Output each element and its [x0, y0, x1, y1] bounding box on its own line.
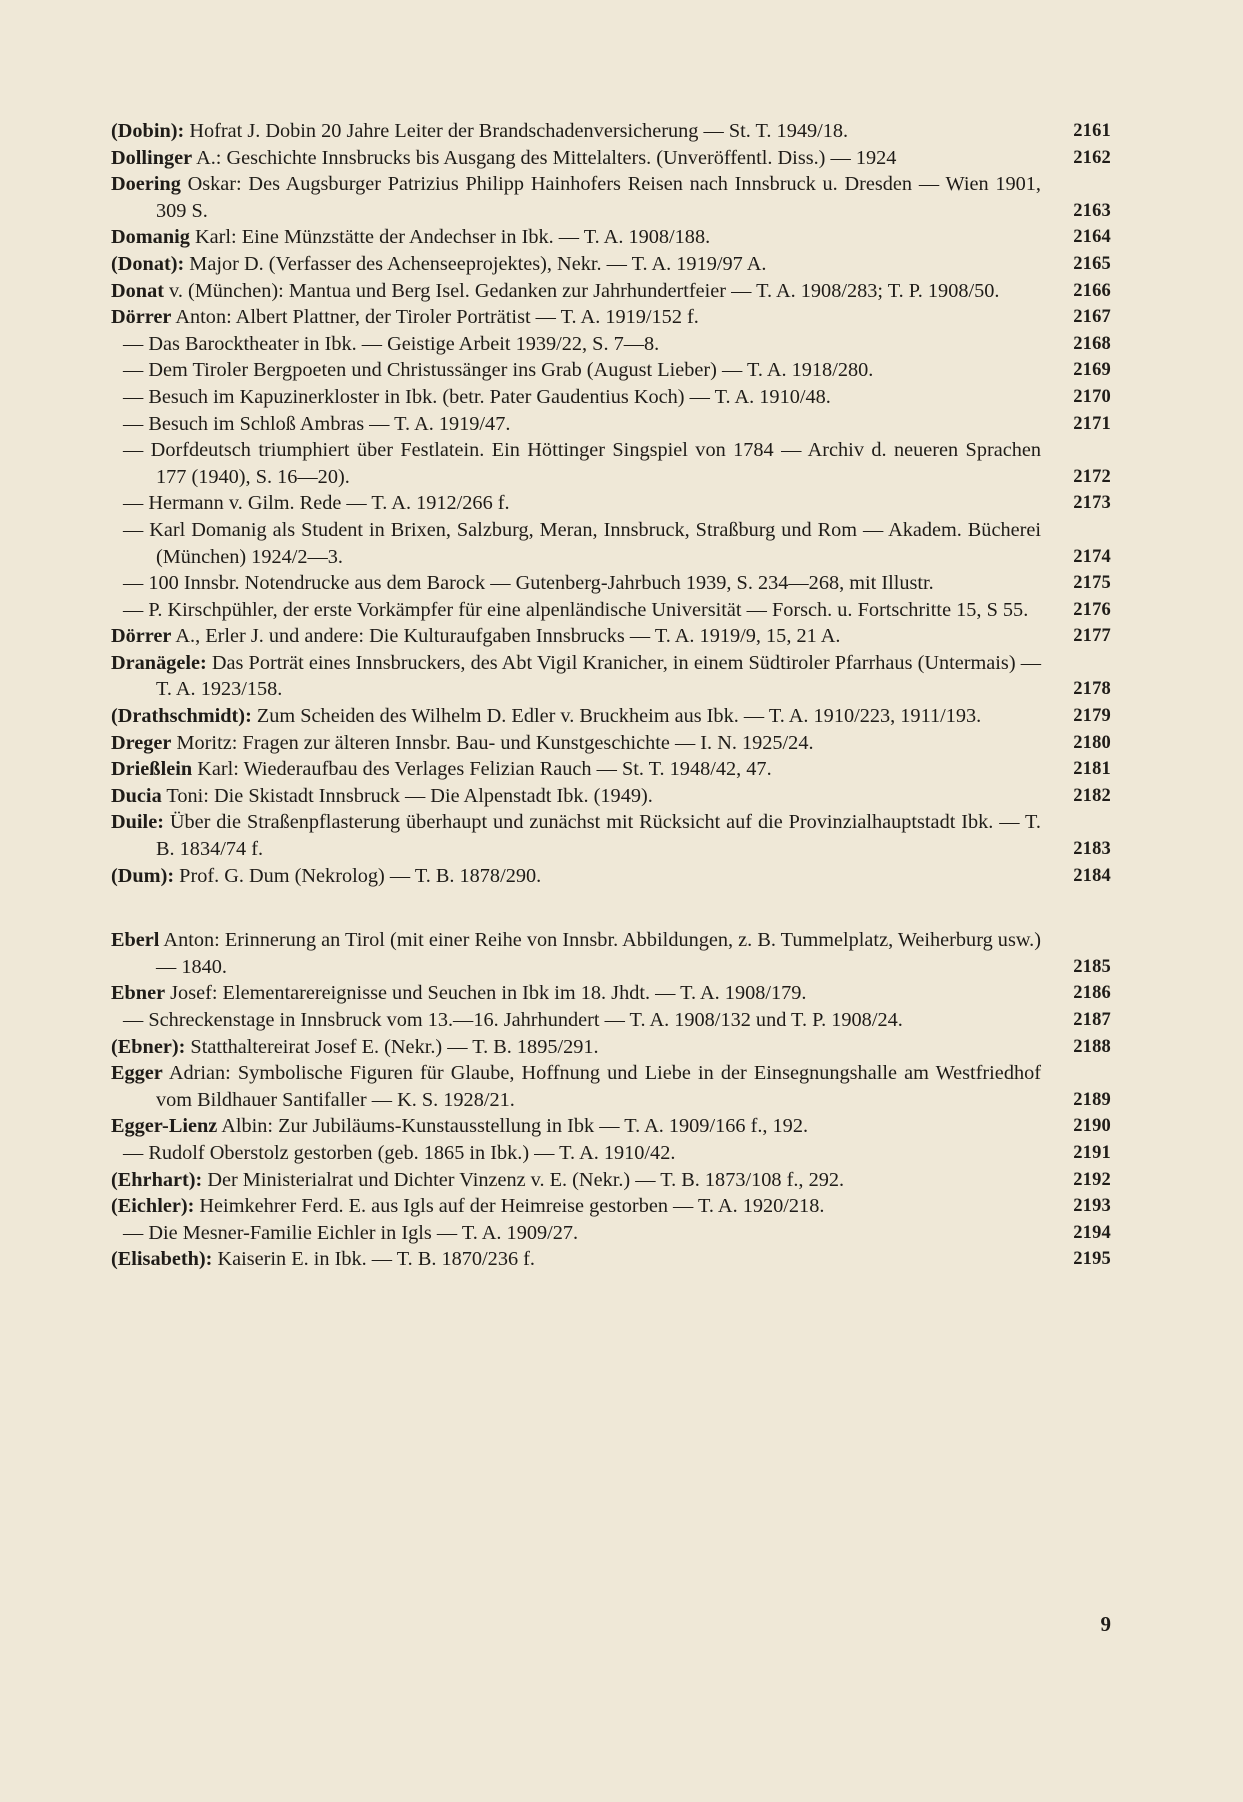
- entry-number: 2191: [1073, 1142, 1111, 1163]
- entry-heading: (Ebner):: [111, 1035, 186, 1058]
- entry-text: [111, 597, 1041, 624]
- entry-number: 2174: [1073, 546, 1111, 567]
- entry-text: [111, 927, 1041, 980]
- entry-text: [111, 145, 1041, 172]
- bibliography-entry: [111, 357, 1111, 384]
- bibliography-entry: [111, 1060, 1111, 1113]
- entry-text: [111, 384, 1041, 411]
- entry-group: [111, 118, 1111, 889]
- bibliography-entry: [111, 597, 1111, 624]
- entry-number: 2184: [1073, 865, 1111, 886]
- entry-number: 2164: [1073, 227, 1111, 248]
- entry-text: [111, 1007, 1041, 1034]
- entry-number: 2185: [1073, 956, 1111, 977]
- entry-body: A., Erler J. und andere: Die Kulturaufgaben Innsbrucks — T. A. 1919/9, 15, 21 A.: [171, 625, 841, 648]
- entry-heading: Donat: [111, 279, 164, 302]
- bibliography-entry: [111, 809, 1111, 862]
- bibliography-entry: [111, 490, 1111, 517]
- entry-body: Das Porträt eines Innsbruckers, des Abt Vigil Kranicher, in einem Südtiroler Pfarrhaus (Untermais) — T. A. 1923/158.: [156, 651, 1041, 701]
- entry-body: Albin: Zur Jubiläums-Kunstausstellung in Ibk — T. A. 1909/166 f., 192.: [217, 1115, 809, 1138]
- entry-number: 2186: [1073, 983, 1111, 1004]
- entry-number: 2172: [1073, 466, 1111, 487]
- bibliography-entry: [111, 1113, 1111, 1140]
- entry-number: 2193: [1073, 1196, 1111, 1217]
- entry-heading: (Ehrhart):: [111, 1168, 203, 1191]
- bibliography-entry: [111, 650, 1111, 703]
- entry-heading: Dörrer: [111, 625, 172, 648]
- entry-number: 2189: [1073, 1089, 1111, 1110]
- bibliography-entry: [111, 278, 1111, 305]
- entry-text: [111, 251, 1041, 278]
- entry-text: [111, 331, 1041, 358]
- entry-number: 2176: [1073, 599, 1111, 620]
- entry-heading: (Drathschmidt):: [111, 705, 252, 728]
- page-number: 9: [1100, 1612, 1111, 1636]
- entry-body: — 100 Innsbr. Notendrucke aus dem Barock — Gutenberg-Jahrbuch 1939, S. 234—268, mit Illustr.: [123, 572, 934, 595]
- entry-number: 2187: [1073, 1010, 1111, 1030]
- entry-heading: Dollinger: [111, 146, 193, 169]
- entry-body: — Dorfdeutsch triumphiert über Festlatein. Ein Höttinger Singspiel von 1784 — Archiv d. neueren Sprachen 177 (1940), S. 16—20).: [123, 439, 1041, 488]
- entry-number: 2195: [1073, 1249, 1111, 1270]
- bibliography-list: [111, 118, 1111, 1311]
- entry-number: 2192: [1073, 1169, 1111, 1190]
- bibliography-entry: [111, 703, 1111, 730]
- entry-text: [111, 1034, 1041, 1061]
- bibliography-entry: [111, 304, 1111, 331]
- bibliography-entry: [111, 863, 1111, 890]
- entry-text: [111, 623, 1041, 650]
- entry-text: [111, 1060, 1041, 1113]
- entry-number: 2173: [1073, 493, 1111, 514]
- entry-body: Über die Straßenpflasterung überhaupt und zunächst mit Rücksicht auf die Provinzialhauptstadt Ibk. — T. B. 1834/74 f.: [156, 811, 1041, 861]
- entry-text: [111, 783, 1041, 810]
- bibliography-entry: [111, 730, 1111, 757]
- entry-number: 2194: [1073, 1222, 1111, 1243]
- bibliography-entry: [111, 384, 1111, 411]
- entry-number: 2175: [1073, 573, 1111, 594]
- bibliography-entry: [111, 1220, 1111, 1247]
- entry-heading: Dranägele:: [111, 651, 207, 674]
- entry-number: 2181: [1073, 759, 1111, 780]
- entry-body: Karl: Eine Münzstätte der Andechser in Ibk. — T. A. 1908/188.: [189, 226, 711, 249]
- entry-number: 2169: [1073, 360, 1111, 381]
- entry-number: 2161: [1073, 121, 1111, 141]
- entry-number: 2190: [1073, 1116, 1111, 1137]
- entry-text: [111, 650, 1041, 703]
- entry-text: [111, 809, 1041, 862]
- entry-text: [111, 703, 1041, 730]
- entry-body: Oskar: Des Augsburger Patrizius Philipp Hainhofers Reisen nach Innsbruck u. Dresden — Wien 1901, 309 S.: [156, 173, 1041, 222]
- entry-heading: (Elisabeth):: [111, 1248, 213, 1271]
- entry-text: [111, 1113, 1041, 1140]
- entry-body: — P. Kirschpühler, der erste Vorkämpfer für eine alpenländische Universität — Forsch. u. Fortschritte 15, S 55.: [123, 598, 1029, 621]
- entry-text: [111, 730, 1041, 757]
- entry-body: Toni: Die Skistadt Innsbruck — Die Alpenstadt Ibk. (1949).: [161, 784, 653, 807]
- bibliography-entry: [111, 1140, 1111, 1167]
- entry-body: v. (München): Mantua und Berg Isel. Gedanken zur Jahrhundertfeier — T. A. 1908/283; T. P. 1908/50.: [163, 279, 1000, 302]
- entry-heading: Doering: [111, 173, 181, 196]
- entry-heading: Drießlein: [111, 758, 193, 781]
- entry-text: [111, 1140, 1041, 1167]
- entry-body: — Besuch im Kapuzinerkloster in Ibk. (betr. Pater Gaudentius Koch) — T. A. 1910/48.: [123, 385, 831, 408]
- entry-heading: Duile:: [111, 811, 164, 834]
- entry-body: Karl: Wiederaufbau des Verlages Felizian Rauch — St. T. 1948/42, 47.: [192, 758, 772, 781]
- entry-heading: Ebner: [111, 982, 166, 1005]
- entry-body: Zum Scheiden des Wilhelm D. Edler v. Bruckheim aus Ibk. — T. A. 1910/223, 1911/193.: [251, 705, 982, 728]
- entry-text: [111, 1167, 1041, 1194]
- entry-text: [111, 980, 1041, 1007]
- entry-body: — Das Barocktheater in Ibk. — Geistige Arbeit 1939/22, S. 7—8.: [123, 332, 660, 355]
- entry-text: [111, 756, 1041, 783]
- entry-text: [111, 490, 1041, 517]
- entry-heading: Ducia: [111, 784, 162, 807]
- entry-number: 2177: [1073, 626, 1111, 647]
- bibliography-entry: [111, 623, 1111, 650]
- entry-heading: Eberl: [111, 929, 160, 952]
- entry-number: 2170: [1073, 386, 1111, 407]
- bibliography-entry: [111, 1246, 1111, 1273]
- entry-body: — Hermann v. Gilm. Rede — T. A. 1912/266 f.: [123, 492, 510, 515]
- entry-body: Anton: Erinnerung an Tirol (mit einer Reihe von Innsbr. Abbildungen, z. B. Tummelplatz, Weiherburg usw.) — 1840.: [156, 929, 1041, 978]
- entry-text: [111, 118, 1041, 145]
- entry-heading: Dörrer: [111, 306, 172, 329]
- entry-body: — Dem Tiroler Bergpoeten und Christussänger ins Grab (August Lieber) — T. A. 1918/280.: [123, 359, 874, 382]
- entry-heading: Dreger: [111, 731, 172, 754]
- bibliography-entry: [111, 251, 1111, 278]
- bibliography-entry: [111, 118, 1111, 145]
- entry-body: — Karl Domanig als Student in Brixen, Salzburg, Meran, Innsbruck, Straßburg und Rom — Akadem. Bücherei (München) 1924/2—3.: [123, 518, 1041, 568]
- entry-text: [111, 437, 1041, 490]
- bibliography-entry: [111, 570, 1111, 597]
- entry-body: Anton: Albert Plattner, der Tiroler Porträtist — T. A. 1919/152 f.: [171, 306, 699, 329]
- entry-text: [111, 1193, 1041, 1220]
- entry-body: Statthaltereirat Josef E. (Nekr.) — T. B. 1895/291.: [185, 1035, 599, 1058]
- entry-body: — Die Mesner-Familie Eichler in Igls — T. A. 1909/27.: [123, 1221, 579, 1244]
- bibliography-entry: [111, 980, 1111, 1007]
- entry-number: 2179: [1073, 706, 1111, 727]
- entry-body: Major D. (Verfasser des Achenseeprojektes), Nekr. — T. A. 1919/97 A.: [184, 252, 767, 275]
- entry-text: [111, 171, 1041, 224]
- entry-heading: (Donat):: [111, 252, 185, 275]
- entry-number: 2180: [1073, 732, 1111, 753]
- bibliography-entry: [111, 517, 1111, 570]
- entry-number: 2163: [1073, 200, 1111, 221]
- entry-number: 2178: [1073, 679, 1111, 700]
- entry-number: 2167: [1073, 307, 1111, 328]
- entry-heading: Egger-Lienz: [111, 1115, 218, 1138]
- entry-number: 2162: [1073, 147, 1111, 168]
- entry-text: [111, 863, 1041, 890]
- bibliography-entry: [111, 437, 1111, 490]
- entry-number: 2168: [1073, 333, 1111, 354]
- entry-body: — Besuch im Schloß Ambras — T. A. 1919/47.: [123, 412, 511, 435]
- entry-body: Hofrat J. Dobin 20 Jahre Leiter der Brandschadenversicherung — St. T. 1949/18.: [184, 120, 849, 142]
- entry-text: [111, 411, 1041, 438]
- entry-number: 2165: [1073, 253, 1111, 274]
- bibliography-entry: [111, 224, 1111, 251]
- bibliography-entry: [111, 411, 1111, 438]
- entry-group: [111, 927, 1111, 1273]
- entry-text: [111, 1220, 1041, 1247]
- entry-body: Der Ministerialrat und Dichter Vinzenz v. E. (Nekr.) — T. B. 1873/108 f., 292.: [202, 1168, 845, 1191]
- entry-text: [111, 517, 1041, 570]
- entry-heading: Domanig: [111, 226, 190, 249]
- bibliography-entry: [111, 1007, 1111, 1034]
- entry-body: A.: Geschichte Innsbrucks bis Ausgang des Mittelalters. (Unveröffentl. Diss.) — 1924: [192, 146, 897, 169]
- bibliography-entry: [111, 171, 1111, 224]
- entry-text: [111, 278, 1041, 305]
- entry-text: [111, 1246, 1041, 1273]
- entry-heading: Egger: [111, 1062, 163, 1085]
- entry-number: 2183: [1073, 839, 1111, 860]
- entry-body: Moritz: Fragen zur älteren Innsbr. Bau- und Kunstgeschichte — I. N. 1925/24.: [171, 731, 814, 754]
- entry-number: 2188: [1073, 1036, 1111, 1057]
- bibliography-entry: [111, 927, 1111, 980]
- bibliography-entry: [111, 331, 1111, 358]
- bibliography-entry: [111, 1167, 1111, 1194]
- entry-body: Kaiserin E. in Ibk. — T. B. 1870/236 f.: [212, 1248, 535, 1271]
- entry-number: 2166: [1073, 280, 1111, 301]
- entry-heading: (Dum):: [111, 864, 175, 887]
- bibliography-entry: [111, 783, 1111, 810]
- entry-text: [111, 304, 1041, 331]
- entry-text: [111, 357, 1041, 384]
- entry-body: Heimkehrer Ferd. E. aus Igls auf der Heimreise gestorben — T. A. 1920/218.: [194, 1195, 825, 1218]
- entry-text: [111, 570, 1041, 597]
- entry-body: Prof. G. Dum (Nekrolog) — T. B. 1878/290.: [174, 864, 542, 887]
- entry-body: Josef: Elementarereignisse und Seuchen in Ibk im 18. Jhdt. — T. A. 1908/179.: [165, 982, 807, 1005]
- entry-heading: (Eichler):: [111, 1195, 195, 1218]
- entry-text: [111, 224, 1041, 251]
- entry-number: 2171: [1073, 413, 1111, 434]
- bibliography-entry: [111, 145, 1111, 172]
- entry-heading: (Dobin):: [111, 120, 185, 142]
- entry-body: Adrian: Symbolische Figuren für Glaube, Hoffnung und Liebe in der Einsegnungshalle am Westfriedhof vom Bildhauer Santifaller — K. S. 1928/21.: [156, 1062, 1041, 1111]
- bibliography-entry: [111, 1034, 1111, 1061]
- entry-body: — Schreckenstage in Innsbruck vom 13.—16. Jahrhundert — T. A. 1908/132 und T. P. 1908/24.: [123, 1009, 903, 1031]
- bibliography-entry: [111, 1193, 1111, 1220]
- bibliography-entry: [111, 756, 1111, 783]
- entry-number: 2182: [1073, 785, 1111, 806]
- entry-body: — Rudolf Oberstolz gestorben (geb. 1865 in Ibk.) — T. A. 1910/42.: [123, 1141, 676, 1164]
